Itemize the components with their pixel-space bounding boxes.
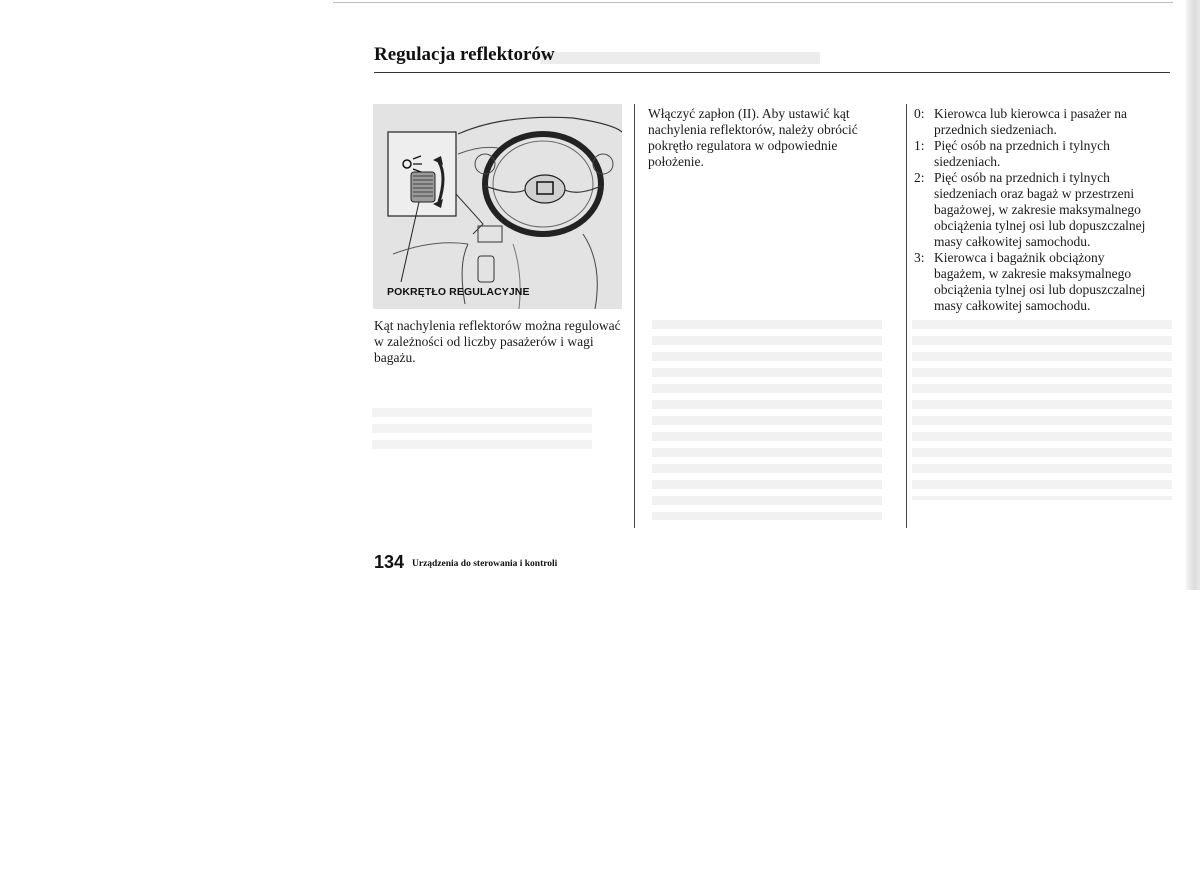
title-rule (374, 72, 1170, 73)
list-item (914, 250, 1149, 314)
top-rule (333, 2, 1173, 3)
column-divider (634, 104, 635, 528)
list-item-text: Kierowca i bagażnik obciążony bagażem, w zakresie maksymalnego obciążenia tylnej osi lub dopuszczalnej masy całkowitej samochodu. (934, 250, 1146, 313)
load-positions-list (914, 106, 1149, 314)
figure-label: POKRĘTŁO REGULACYJNE (387, 286, 530, 298)
headlight-adjuster-figure (373, 104, 622, 309)
list-item-number: 3: (914, 250, 925, 265)
list-item-number: 1: (914, 138, 925, 153)
page-number: 134 (374, 552, 405, 572)
list-item-text: Pięć osób na przednich i tylnych siedzeniach. (934, 138, 1110, 169)
list-item-number: 0: (914, 106, 925, 121)
list-item-text: Kierowca lub kierowca i pasażer na przednich siedzeniach. (934, 106, 1128, 137)
column-divider (906, 104, 907, 528)
list-item (914, 138, 1149, 170)
page-edge-shadow (1186, 0, 1200, 590)
chapter-title: Urządzenia do sterowania i kontroli (412, 559, 558, 569)
instruction-paragraph: Włączyć zapłon (II). Aby ustawić kąt nachylenia reflektorów, należy obrócić pokrętło regulatora w odpowiednie położenie. (648, 106, 858, 169)
list-item-text: Pięć osób na przednich i tylnych siedzeniach oraz bagaż w przestrzeni bagażowej, w zakresie maksymalnego obciążenia tylnej osi lub dopuszczalnej masy całkowitej samochodu. (934, 170, 1146, 249)
list-item (914, 170, 1149, 250)
list-item (914, 106, 1149, 138)
dashboard-illustration (373, 104, 622, 309)
section-title: Regulacja reflektorów (374, 44, 555, 65)
intro-paragraph: Kąt nachylenia reflektorów można regulować w zależności od liczby pasażerów i wagi bagażu. (374, 318, 621, 365)
list-item-number: 2: (914, 170, 925, 185)
